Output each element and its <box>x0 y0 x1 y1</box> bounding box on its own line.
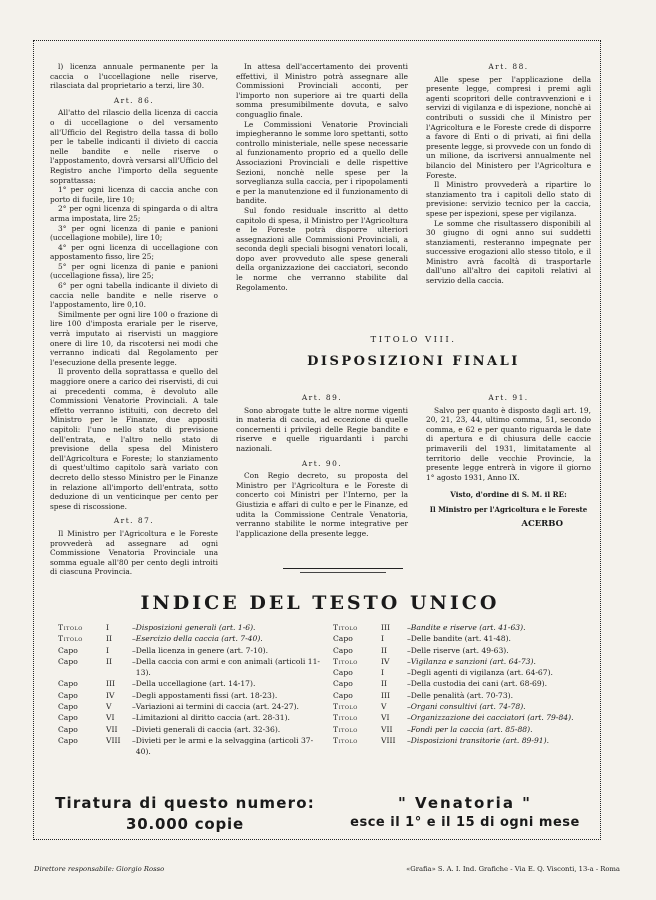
index-entry: Esercizio della caccia (art. 7-40). <box>135 634 263 644</box>
index-entry: Della uccellagione (art. 14-17). <box>135 679 256 689</box>
index-right-list <box>333 622 595 746</box>
magazine-name: " Venatoria " <box>398 794 532 812</box>
index-row <box>58 645 328 656</box>
index-number: I <box>381 634 384 644</box>
promo-banner <box>50 788 590 836</box>
index-entry: Della custodia dei cani (art. 68-69). <box>410 679 548 689</box>
index-number: I <box>106 645 109 655</box>
index-row <box>58 724 328 735</box>
index-entry: Divieti generali di caccia (art. 32-36). <box>135 724 281 734</box>
index-number: II <box>381 679 387 689</box>
article-heading-91: Art. 91. <box>488 393 529 402</box>
index-kind: Capo <box>58 690 78 700</box>
print-run-label: Tiratura di questo numero: <box>55 794 315 812</box>
index-kind: Capo <box>333 645 353 655</box>
paragraph: Le somme che risultassero disponibili al 30 giugno di ogni anno sui suddetti stanziamenti, resteranno impegnate per successive erogazioni allo stesso titolo, e il Ministro avrà facoltà di trasportarle dall'uno all'altro dei capitoli relativi al servizio della caccia. <box>426 218 591 286</box>
index-dash: – <box>407 623 411 632</box>
index-number: IV <box>381 656 390 666</box>
index-number: II <box>106 634 112 644</box>
paragraph: 4° per ogni licenza di uccellagione con appostamento fisso, lire 25; <box>50 242 218 262</box>
index-number: IV <box>106 690 115 700</box>
paragraph: 1° per ogni licenza di caccia anche con porto di fucile, lire 10; <box>50 185 218 204</box>
paragraph: l) licenza annuale permanente per la caccia o l'uccellagione nelle riserve, rilasciata dal proprietario a terzi, lire 30. <box>50 62 218 91</box>
index-kind: Capo <box>58 702 78 712</box>
index-entry: Della licenza in genere (art. 7-10). <box>135 645 269 655</box>
index-row <box>333 712 595 723</box>
index-kind: Capo <box>58 645 78 655</box>
index-kind: Titolo <box>58 623 83 632</box>
footer-editor: Direttore responsabile: Giorgio Rosso <box>34 865 165 873</box>
index-row <box>333 633 595 644</box>
index-row <box>333 622 595 633</box>
index-entry: Organi consultivi (art. 74-78). <box>410 702 526 712</box>
paragraph: 3° per ogni licenza di panie e panioni (uccellagione mobile), lire 10; <box>50 223 218 243</box>
paragraph: 5° per ogni licenza di panie e panioni (uccellagione fissa), lire 25; <box>50 261 218 281</box>
index-kind: Capo <box>58 713 78 723</box>
index-row <box>58 622 328 633</box>
signature: ACERBO <box>521 518 563 529</box>
index-kind: Titolo <box>333 713 358 723</box>
paragraph: Alle spese per l'applicazione della presente legge, compresi i premi agli agenti scopritori delle contravvenzioni e i servizi di vigilanza e di ispezione, nonchè ai contributi o sussidi che il Ministro per l'Agricoltura e le Foreste crede di disporre a favore di Enti o di privati, ai fini della presente legge, si provvede con un fondo di un milione, da iscriversi annualmente nel bilancio del Ministero per l'Agricoltura e Foreste. <box>426 74 591 180</box>
index-kind: Titolo <box>333 623 358 632</box>
paragraph: In attesa dell'accertamento dei proventi effettivi, il Ministro potrà assegnare alle Commissioni Provinciali acconti, per l'importo non superiore ai tre quarti della somma presumibilmente dovuta, e salvo conguaglio finale. <box>236 62 408 119</box>
paragraph: Salvo per quanto è disposto dagli art. 19, 20, 21, 23, 44, ultimo comma, 51, secondo comma, e 62 e per quanto riguarda le date di apertura e di chiusura delle caccie primaverili del 1931, limitatamente al territorio delle vecchie Provincie, la presente legge entrerà in vigore il giorno 1° agosto 1931, Anno IX. <box>426 405 591 482</box>
divider <box>300 572 386 573</box>
index-entry: Disposizioni transitorie (art. 89-91). <box>410 735 549 745</box>
article-heading-86: Art. 86. <box>113 95 155 105</box>
index-dash: – <box>132 656 136 666</box>
index-entry: Vigilanza e sanzioni (art. 64-73). <box>410 656 536 666</box>
article-heading-89: Art. 89. <box>301 393 343 402</box>
index-dash: – <box>132 713 136 723</box>
column-right <box>426 62 591 286</box>
index-kind: Titolo <box>333 724 358 734</box>
index-entry: Delle bandite (art. 41-48). <box>410 634 511 644</box>
index-row <box>333 678 595 689</box>
index-dash: – <box>407 713 411 723</box>
article-heading-87: Art. 87. <box>113 516 155 526</box>
index-entry: Bandite e riserve (art. 41-63). <box>410 623 526 632</box>
column-left <box>50 62 218 577</box>
index-number: I <box>381 668 384 678</box>
index-row <box>58 678 328 689</box>
paragraph: Il Ministro per l'Agricoltura e le Foreste provvederà ad assegnare ad ogni Commissione Venatoria Provinciale una somma eguale all'80 per cento degli introiti di ciascuna Provincia. <box>50 528 218 577</box>
index-kind: Capo <box>58 656 78 666</box>
index-dash: – <box>132 724 136 734</box>
index-number: VI <box>381 713 390 723</box>
index-dash: – <box>132 645 136 655</box>
index-entry: Organizzazione dei cacciatori (art. 79-84). <box>410 713 574 723</box>
index-row <box>58 633 328 644</box>
paragraph: Con Regio decreto, su proposta del Ministro per l'Agricoltura e le Foreste di concerto coi Ministri per l'Interno, per la Giustizia e affari di culto e per le Finanze, ed udita la Commissione Centrale Venatoria, verranno stabilite le norme integrative per l'applicazione della presente legge. <box>236 471 408 538</box>
index-left-list <box>58 622 328 758</box>
index-row <box>333 690 595 701</box>
article-heading-88: Art. 88. <box>488 62 529 71</box>
index-title: INDICE DEL TESTO UNICO <box>140 592 500 614</box>
index-row <box>58 712 328 723</box>
paragraph: Sono abrogate tutte le altre norme vigenti in materia di caccia, ad eccezione di quelle concernenti i privilegi delle Regie bandite e riserve e quelle riguardanti i parchi nazionali. <box>236 405 408 453</box>
royal-approval: Visto, d'ordine di S. M. il RE: <box>450 490 567 500</box>
index-dash: – <box>132 634 136 644</box>
index-row <box>333 735 595 746</box>
index-number: II <box>106 656 112 666</box>
index-row <box>333 656 595 667</box>
index-dash: – <box>407 702 411 712</box>
index-dash: – <box>132 735 136 745</box>
print-run-value: 30.000 copie <box>126 815 244 833</box>
index-number: III <box>106 679 115 689</box>
index-dash: – <box>407 634 411 644</box>
index-dash: – <box>132 690 136 700</box>
column-middle-lower <box>236 388 408 538</box>
index-dash: – <box>407 690 411 700</box>
index-row <box>333 701 595 712</box>
index-row <box>333 645 595 656</box>
index-dash: – <box>407 679 411 689</box>
index-entry: Degli appostamenti fissi (art. 18-23). <box>135 690 278 700</box>
paragraph: Similmente per ogni lire 100 o frazione di lire 100 d'imposta erariale per le riserve, verrà imputato ai riservisti un maggiore onere di lire 10, da riscotersi nei modi che verranno indicati dal Regolamento per l'esecuzione della presente legge. <box>50 309 218 367</box>
index-kind: Titolo <box>333 656 358 666</box>
section-title: DISPOSIZIONI FINALI <box>307 354 520 369</box>
index-dash: – <box>407 645 411 655</box>
index-number: VIII <box>381 735 396 745</box>
index-entry: Disposizioni generali (art. 1-6). <box>135 623 256 632</box>
index-row <box>58 701 328 712</box>
minister-title: Il Ministro per l'Agricoltura e le Foreste <box>429 504 588 514</box>
index-number: V <box>381 702 387 712</box>
index-kind: Titolo <box>333 702 358 712</box>
index-dash: – <box>407 656 411 666</box>
paragraph: 6° per ogni tabella indicante il divieto di caccia nelle bandite e nelle riserve o l'appostamento, lire 0,10. <box>50 281 218 310</box>
index-kind: Titolo <box>333 735 358 745</box>
paragraph: Sul fondo residuale inscritto al detto capitolo di spesa, il Ministro per l'Agricoltura e le Foreste potrà disporre ulteriori assegnazioni alle Commissioni Provinciali, a seconda degli speciali bisogni venatori locali, dopo aver provveduto alle spese generali della organizzazione dei cacciatori, secondo le norme che verranno stabilite dal Regolamento. <box>236 205 408 292</box>
index-number: VII <box>381 724 393 734</box>
footer-printer: «Grafia» S. A. I. Ind. Grafiche - Via E. Q. Visconti, 13-a - Roma <box>406 865 620 873</box>
index-kind: Capo <box>333 634 353 644</box>
index-dash: – <box>407 724 411 734</box>
index-entry: Della caccia con armi e con animali (articoli 11-13). <box>135 656 320 678</box>
index-number: III <box>381 690 390 700</box>
index-number: II <box>381 645 387 655</box>
index-row <box>58 735 328 758</box>
publication-schedule: esce il 1° e il 15 di ogni mese <box>350 815 580 830</box>
index-entry: Degli agenti di vigilanza (art. 64-67). <box>410 668 553 678</box>
index-number: III <box>381 623 390 632</box>
index-row <box>333 667 595 678</box>
index-entry: Delle riserve (art. 49-63). <box>410 645 509 655</box>
index-kind: Titolo <box>58 634 83 644</box>
index-row <box>58 656 328 679</box>
paragraph: 2° per ogni licenza di spingarda o di altra arma impostata, lire 25; <box>50 204 218 223</box>
index-kind: Capo <box>333 679 353 689</box>
index-number: VII <box>106 724 118 734</box>
index-dash: – <box>132 702 136 712</box>
paragraph: All'atto del rilascio della licenza di caccia o di uccellagione o del versamento all'Ufficio del Registro della tassa di bollo per le tabelle indicanti il divieto di caccia nelle bandite e nelle riserve o l'appostamento, dovrà versarsi all'Ufficio del Registro anche l'importo della seguente soprattassa: <box>50 108 218 185</box>
index-dash: – <box>407 668 411 678</box>
paragraph: Il provento della soprattassa e quello del maggiore onere a carico dei riservisti, di cui ai precedenti comma, è devoluto alle Commissioni Venatorie Provinciali. A tale effetto verranno istituiti, con decreto del Ministro per le Finanze, due appositi capitoli: l'uno nello stato di previsione dell'entrata, e l'altro nello stato di previsione della spesa del Ministero dell'Agricoltura e Foreste; lo stanziamento di quest'ultimo capitolo sarà variato con decreto dello stesso Ministro per le Finanze in relazione all'importo dell'entrata, sotto deduzione di un venticinque per cento per spese di riscossione. <box>50 367 218 511</box>
index-dash: – <box>132 623 136 632</box>
paragraph: Le Commissioni Venatorie Provinciali impiegheranno le somme loro spettanti, sotto controllo ministeriale, nelle spese necessarie al funzionamento proprio ed a quello delle Associazioni Provinciali e delle rispettive Sezioni, nonchè nelle spese per la sorveglianza sulla caccia, per i ripopolamenti e per la manutenzione ed il funzionamento di bandite. <box>236 119 408 206</box>
article-heading-90: Art. 90. <box>301 458 343 468</box>
index-entry: Variazioni ai termini di caccia (art. 24-27). <box>135 702 299 712</box>
index-number: VIII <box>106 735 121 745</box>
index-number: I <box>106 623 109 632</box>
column-right-lower <box>426 388 591 529</box>
index-dash: – <box>407 735 411 745</box>
index-entry: Delle penalità (art. 70-73). <box>410 690 514 700</box>
index-kind: Capo <box>58 724 78 734</box>
index-entry: Limitazioni al diritto caccia (art. 28-31). <box>135 713 290 723</box>
index-number: VI <box>106 713 115 723</box>
column-middle <box>236 62 408 292</box>
index-row <box>333 724 595 735</box>
index-entry: Fondi per la caccia (art. 85-88). <box>410 724 533 734</box>
index-entry: Divieti per le armi e la selvaggina (articoli 37-40). <box>135 735 314 757</box>
divider <box>283 568 403 569</box>
index-kind: Capo <box>333 690 353 700</box>
index-kind: Capo <box>58 679 78 689</box>
section-number: TITOLO VIII. <box>370 335 457 345</box>
index-kind: Capo <box>58 735 78 745</box>
index-kind: Capo <box>333 668 353 678</box>
paragraph: Il Ministro provvederà a ripartire lo stanziamento tra i capitoli dello stato di previsione: servizio tecnico per la caccia, spese per ispezioni, spese per vigilanza. <box>426 180 591 218</box>
index-row <box>58 690 328 701</box>
index-number: V <box>106 702 112 712</box>
index-dash: – <box>132 679 136 689</box>
